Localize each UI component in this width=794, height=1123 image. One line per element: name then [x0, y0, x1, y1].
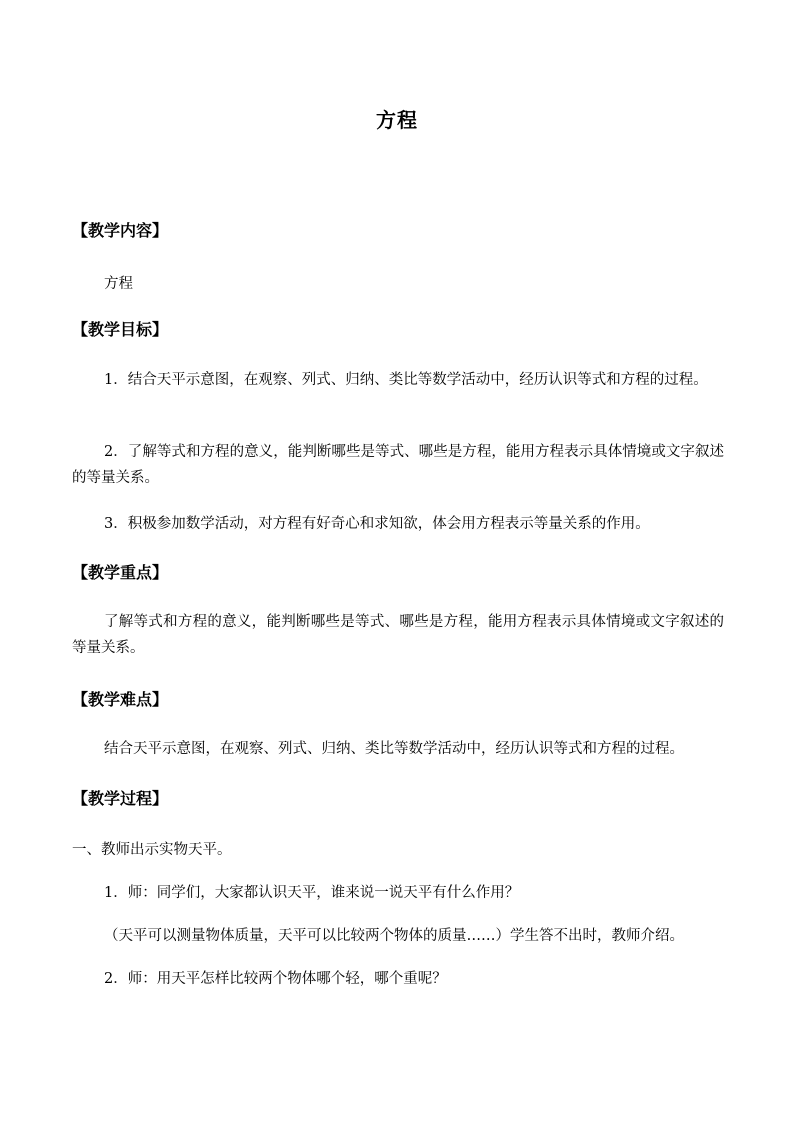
goal-item-1: 1．结合天平示意图，在观察、列式、归纳、类比等数学活动中，经历认识等式和方程的过程。 [104, 372, 708, 388]
heading-key-points: 【教学重点】 [72, 563, 169, 582]
goal-item-3: 3．积极参加数学活动，对方程有好奇心和求知欲，体会用方程表示等量关系的作用。 [104, 516, 650, 532]
key-points-text: 了解等式和方程的意义，能判断哪些是等式、哪些是方程，能用方程表示具体情境或文字叙述的等量关系。 [72, 614, 724, 656]
heading-teaching-goals: 【教学目标】 [72, 320, 169, 339]
teaching-content-text: 方程 [104, 276, 133, 292]
heading-teaching-process: 【教学过程】 [72, 789, 169, 808]
document-title: 方程 [376, 108, 418, 132]
process-line-2: （天平可以测量物体质量，天平可以比较两个物体的质量……）学生答不出时，教师介绍。 [104, 928, 684, 944]
heading-teaching-content: 【教学内容】 [72, 221, 169, 240]
goal-item-2: 2．了解等式和方程的意义，能判断哪些是等式、哪些是方程，能用方程表示具体情境或文字叙述的等量关系。 [72, 444, 724, 486]
difficulties-text: 结合天平示意图，在观察、列式、归纳、类比等数学活动中，经历认识等式和方程的过程。 [104, 741, 684, 757]
heading-difficulties: 【教学难点】 [72, 690, 169, 709]
process-line-1: 1．师：同学们，大家都认识天平，谁来说一说天平有什么作用？ [104, 885, 520, 901]
process-step-one: 一、教师出示实物天平。 [72, 842, 232, 858]
process-line-3: 2．师：用天平怎样比较两个物体哪个轻，哪个重呢？ [104, 971, 447, 987]
